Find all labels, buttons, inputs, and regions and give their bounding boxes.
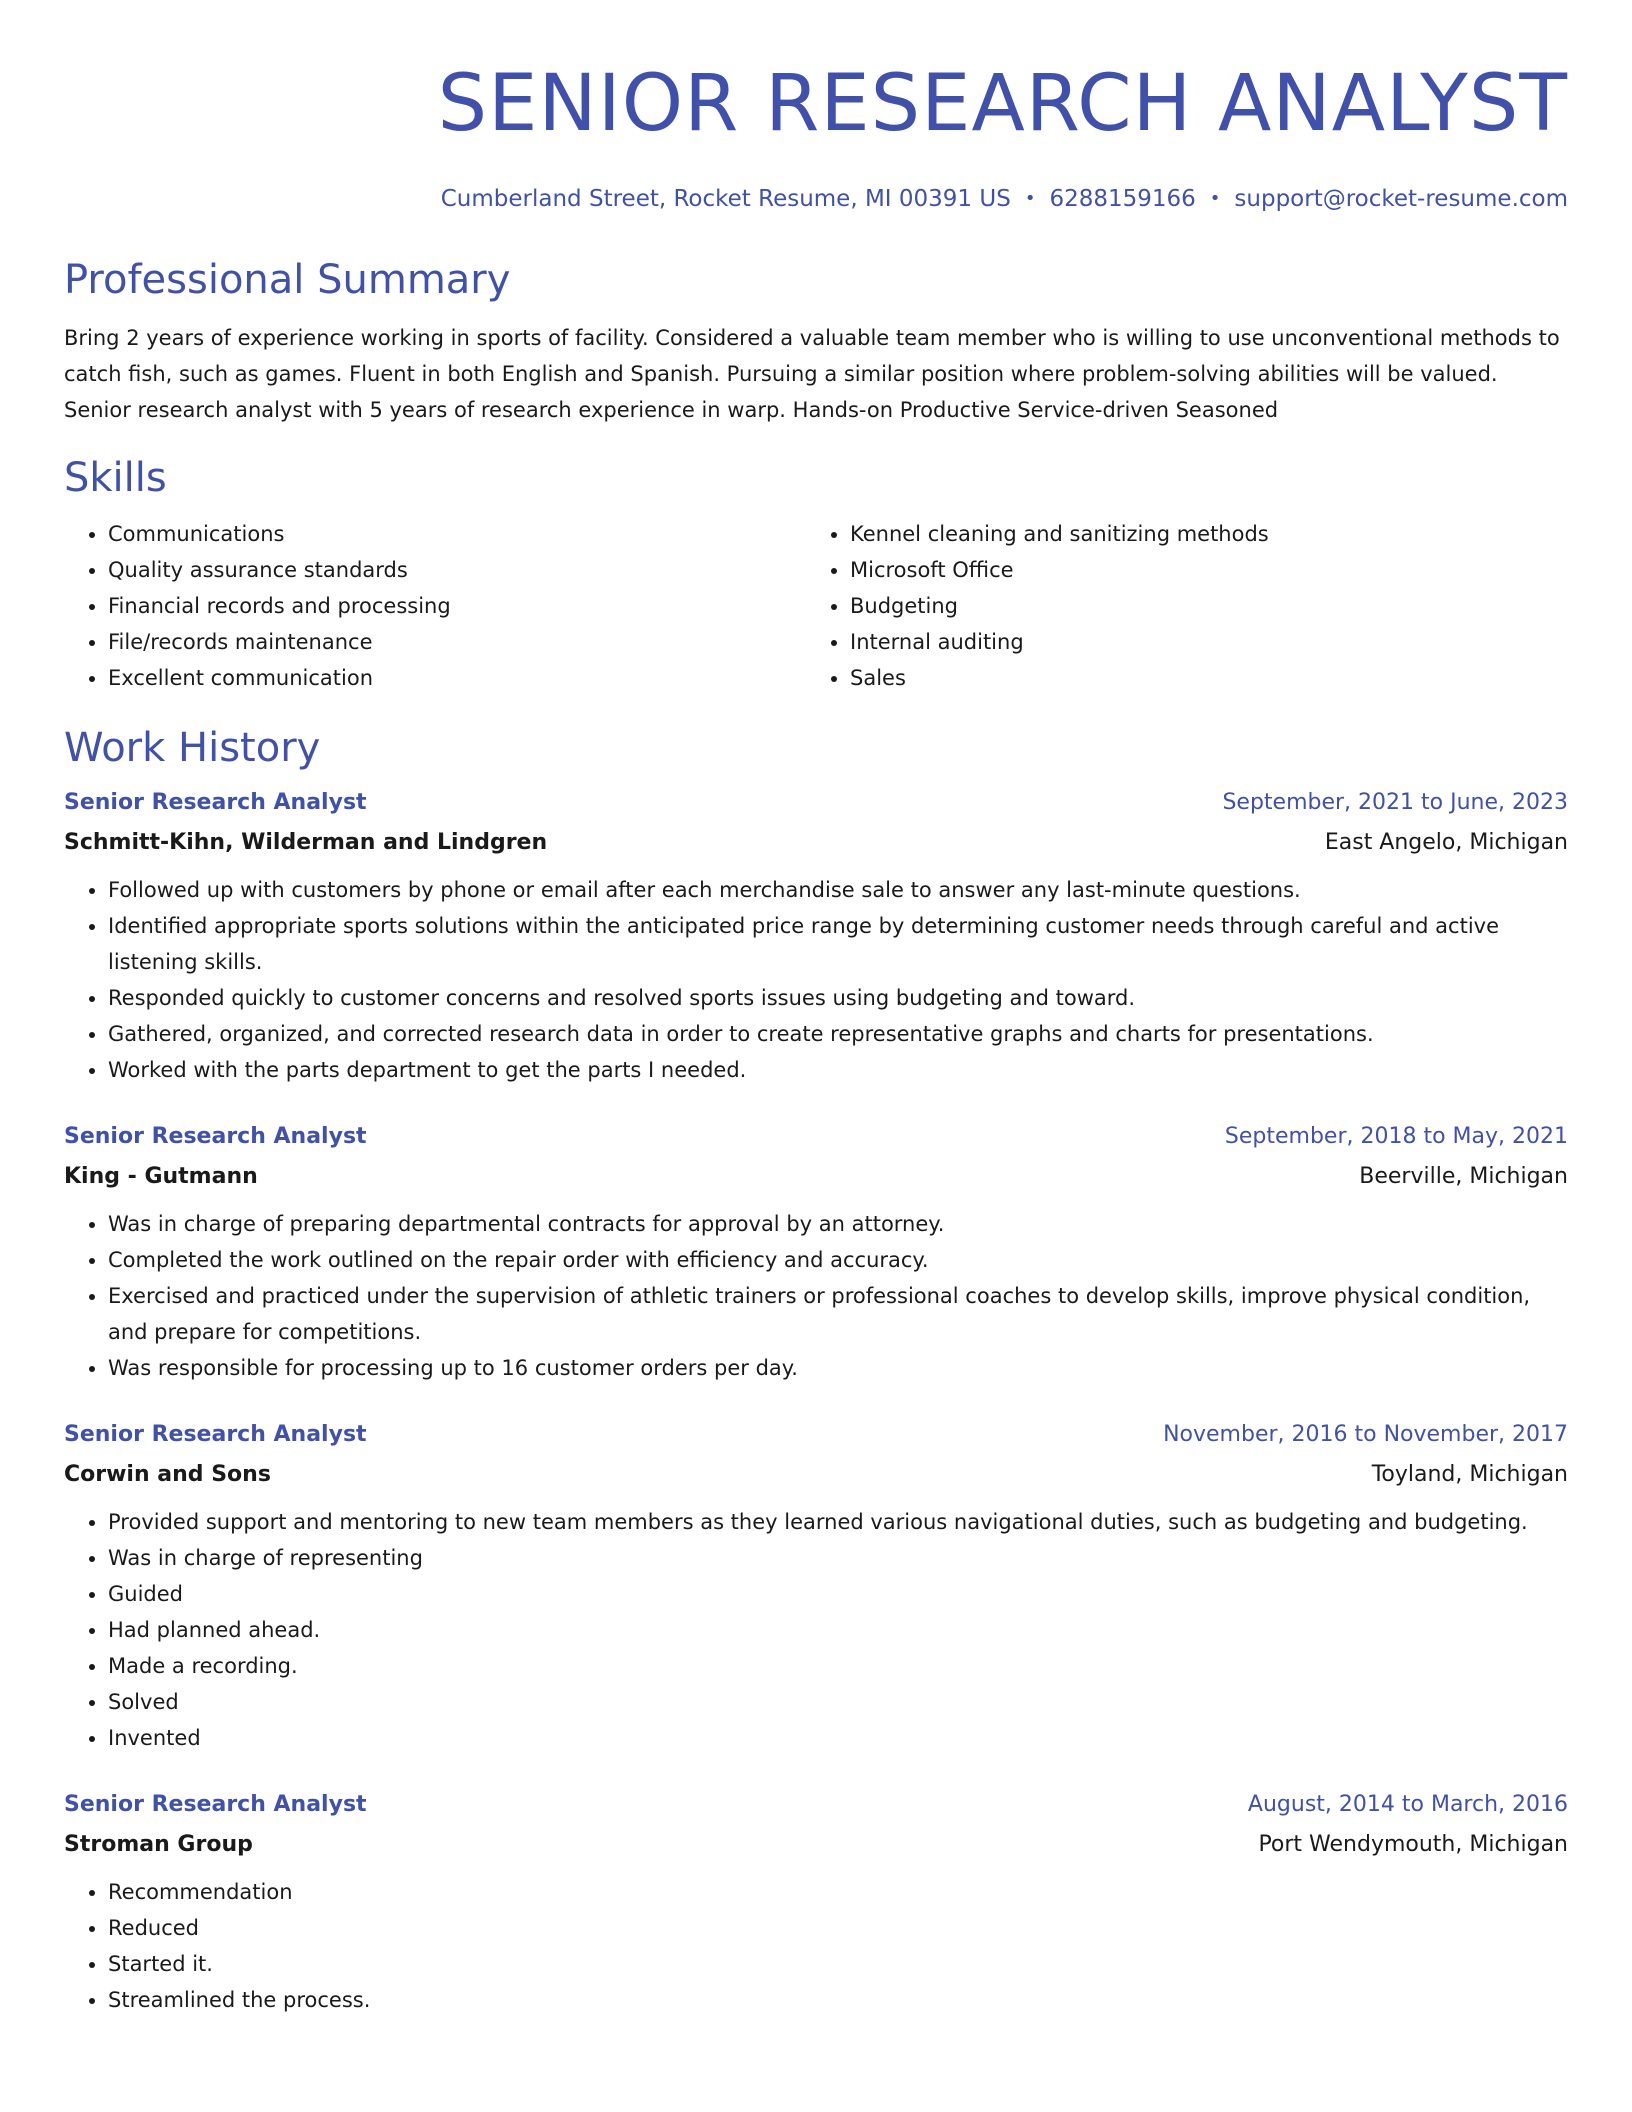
job-title: Senior Research Analyst bbox=[64, 1422, 367, 1447]
job-title-row bbox=[64, 1420, 1568, 1450]
job-bullet: • Recommendation bbox=[108, 1874, 1568, 1910]
job-title-row bbox=[64, 1122, 1568, 1152]
job-company: Corwin and Sons bbox=[64, 1462, 271, 1487]
job-title: Senior Research Analyst bbox=[64, 1124, 367, 1149]
skill-item: • Communications bbox=[108, 516, 806, 552]
job-bullet: • Guided bbox=[108, 1576, 1568, 1612]
contact-email: support@rocket-resume.com bbox=[1234, 186, 1568, 212]
job-title-row bbox=[64, 1790, 1568, 1820]
skill-item: • Internal auditing bbox=[850, 624, 1568, 660]
skill-item: • Budgeting bbox=[850, 588, 1568, 624]
job-bullet: • Reduced bbox=[108, 1910, 1568, 1946]
job-company-row bbox=[64, 1460, 1568, 1490]
job-bullet: • Was in charge of preparing departmental contracts for approval by an attorney. bbox=[108, 1206, 1568, 1242]
job-company-row bbox=[64, 1162, 1568, 1192]
job-company: King - Gutmann bbox=[64, 1164, 258, 1189]
skills-heading: Skills bbox=[64, 455, 167, 501]
skill-item: • Excellent communication bbox=[108, 660, 806, 696]
contact-separator: • bbox=[1024, 188, 1036, 209]
skill-item: • Microsoft Office bbox=[850, 552, 1568, 588]
job-location: Port Wendymouth, Michigan bbox=[1258, 1832, 1568, 1857]
job-location: Beerville, Michigan bbox=[1359, 1164, 1568, 1189]
skill-item: • File/records maintenance bbox=[108, 624, 806, 660]
resume-name: SENIOR RESEARCH ANALYST bbox=[437, 59, 1568, 149]
job-dates: September, 2021 to June, 2023 bbox=[1222, 790, 1568, 815]
job-bullet: • Solved bbox=[108, 1684, 1568, 1720]
job-location: Toyland, Michigan bbox=[1371, 1462, 1568, 1487]
job-bullet: • Exercised and practiced under the supervision of athletic trainers or professional coaches to develop skills, improve physical condition, and prepare for competitions. bbox=[108, 1278, 1568, 1350]
contact-phone: 6288159166 bbox=[1049, 186, 1196, 212]
skills-column-left bbox=[64, 516, 806, 696]
job-dates: August, 2014 to March, 2016 bbox=[1247, 1792, 1568, 1817]
contact-address: Cumberland Street, Rocket Resume, MI 00391 US bbox=[440, 186, 1011, 212]
job-location: East Angelo, Michigan bbox=[1324, 830, 1568, 855]
job-entry bbox=[64, 1790, 1568, 2018]
job-title: Senior Research Analyst bbox=[64, 1792, 367, 1817]
skill-item: • Sales bbox=[850, 660, 1568, 696]
skill-item: • Kennel cleaning and sanitizing methods bbox=[850, 516, 1568, 552]
job-company: Stroman Group bbox=[64, 1832, 253, 1857]
job-bullet: • Identified appropriate sports solutions within the anticipated price range by determining customer needs through careful and active listening skills. bbox=[108, 908, 1568, 980]
job-bullet: • Had planned ahead. bbox=[108, 1612, 1568, 1648]
summary-heading: Professional Summary bbox=[64, 257, 511, 303]
contact-line bbox=[64, 184, 1568, 216]
job-bullet: • Followed up with customers by phone or email after each merchandise sale to answer any last-minute questions. bbox=[108, 872, 1568, 908]
job-bullet: • Responded quickly to customer concerns and resolved sports issues using budgeting and toward. bbox=[108, 980, 1568, 1016]
job-entry bbox=[64, 788, 1568, 1088]
job-bullet: • Was responsible for processing up to 16 customer orders per day. bbox=[108, 1350, 1568, 1386]
job-company-row bbox=[64, 1830, 1568, 1860]
job-bullet: • Completed the work outlined on the repair order with efficiency and accuracy. bbox=[108, 1242, 1568, 1278]
job-bullet: • Gathered, organized, and corrected research data in order to create representative graphs and charts for presentations. bbox=[108, 1016, 1568, 1052]
job-bullets bbox=[64, 872, 1568, 1088]
job-bullet: • Made a recording. bbox=[108, 1648, 1568, 1684]
job-bullets bbox=[64, 1206, 1568, 1386]
job-bullet: • Started it. bbox=[108, 1946, 1568, 1982]
job-bullets bbox=[64, 1504, 1568, 1756]
job-company: Schmitt-Kihn, Wilderman and Lindgren bbox=[64, 830, 548, 855]
job-dates: September, 2018 to May, 2021 bbox=[1224, 1124, 1568, 1149]
skills-list bbox=[64, 516, 1568, 696]
job-bullet: • Was in charge of representing bbox=[108, 1540, 1568, 1576]
job-entry bbox=[64, 1420, 1568, 1756]
work-history-heading: Work History bbox=[64, 725, 321, 771]
job-bullet: • Worked with the parts department to get the parts I needed. bbox=[108, 1052, 1568, 1088]
job-company-row bbox=[64, 828, 1568, 858]
job-title-row bbox=[64, 788, 1568, 818]
skills-column-right bbox=[806, 516, 1568, 696]
job-bullets bbox=[64, 1874, 1568, 2018]
job-entry bbox=[64, 1122, 1568, 1386]
job-bullet: • Invented bbox=[108, 1720, 1568, 1756]
summary-text: Bring 2 years of experience working in sports of facility. Considered a valuable team member who is willing to use unconventional methods to catch fish, such as games. Fluent in both English and Spanish. Pursuing a similar position where problem-solving abilities will be valued. Senior research analyst with 5 years of research experience in warp. Hands-on Productive Service-driven Seasoned bbox=[64, 326, 1560, 422]
contact-separator: • bbox=[1209, 188, 1221, 209]
resume-page bbox=[64, 0, 1568, 2018]
job-dates: November, 2016 to November, 2017 bbox=[1163, 1422, 1568, 1447]
skill-item: • Financial records and processing bbox=[108, 588, 806, 624]
job-title: Senior Research Analyst bbox=[64, 790, 367, 815]
job-bullet: • Provided support and mentoring to new team members as they learned various navigational duties, such as budgeting and budgeting. bbox=[108, 1504, 1568, 1540]
job-bullet: • Streamlined the process. bbox=[108, 1982, 1568, 2018]
skill-item: • Quality assurance standards bbox=[108, 552, 806, 588]
